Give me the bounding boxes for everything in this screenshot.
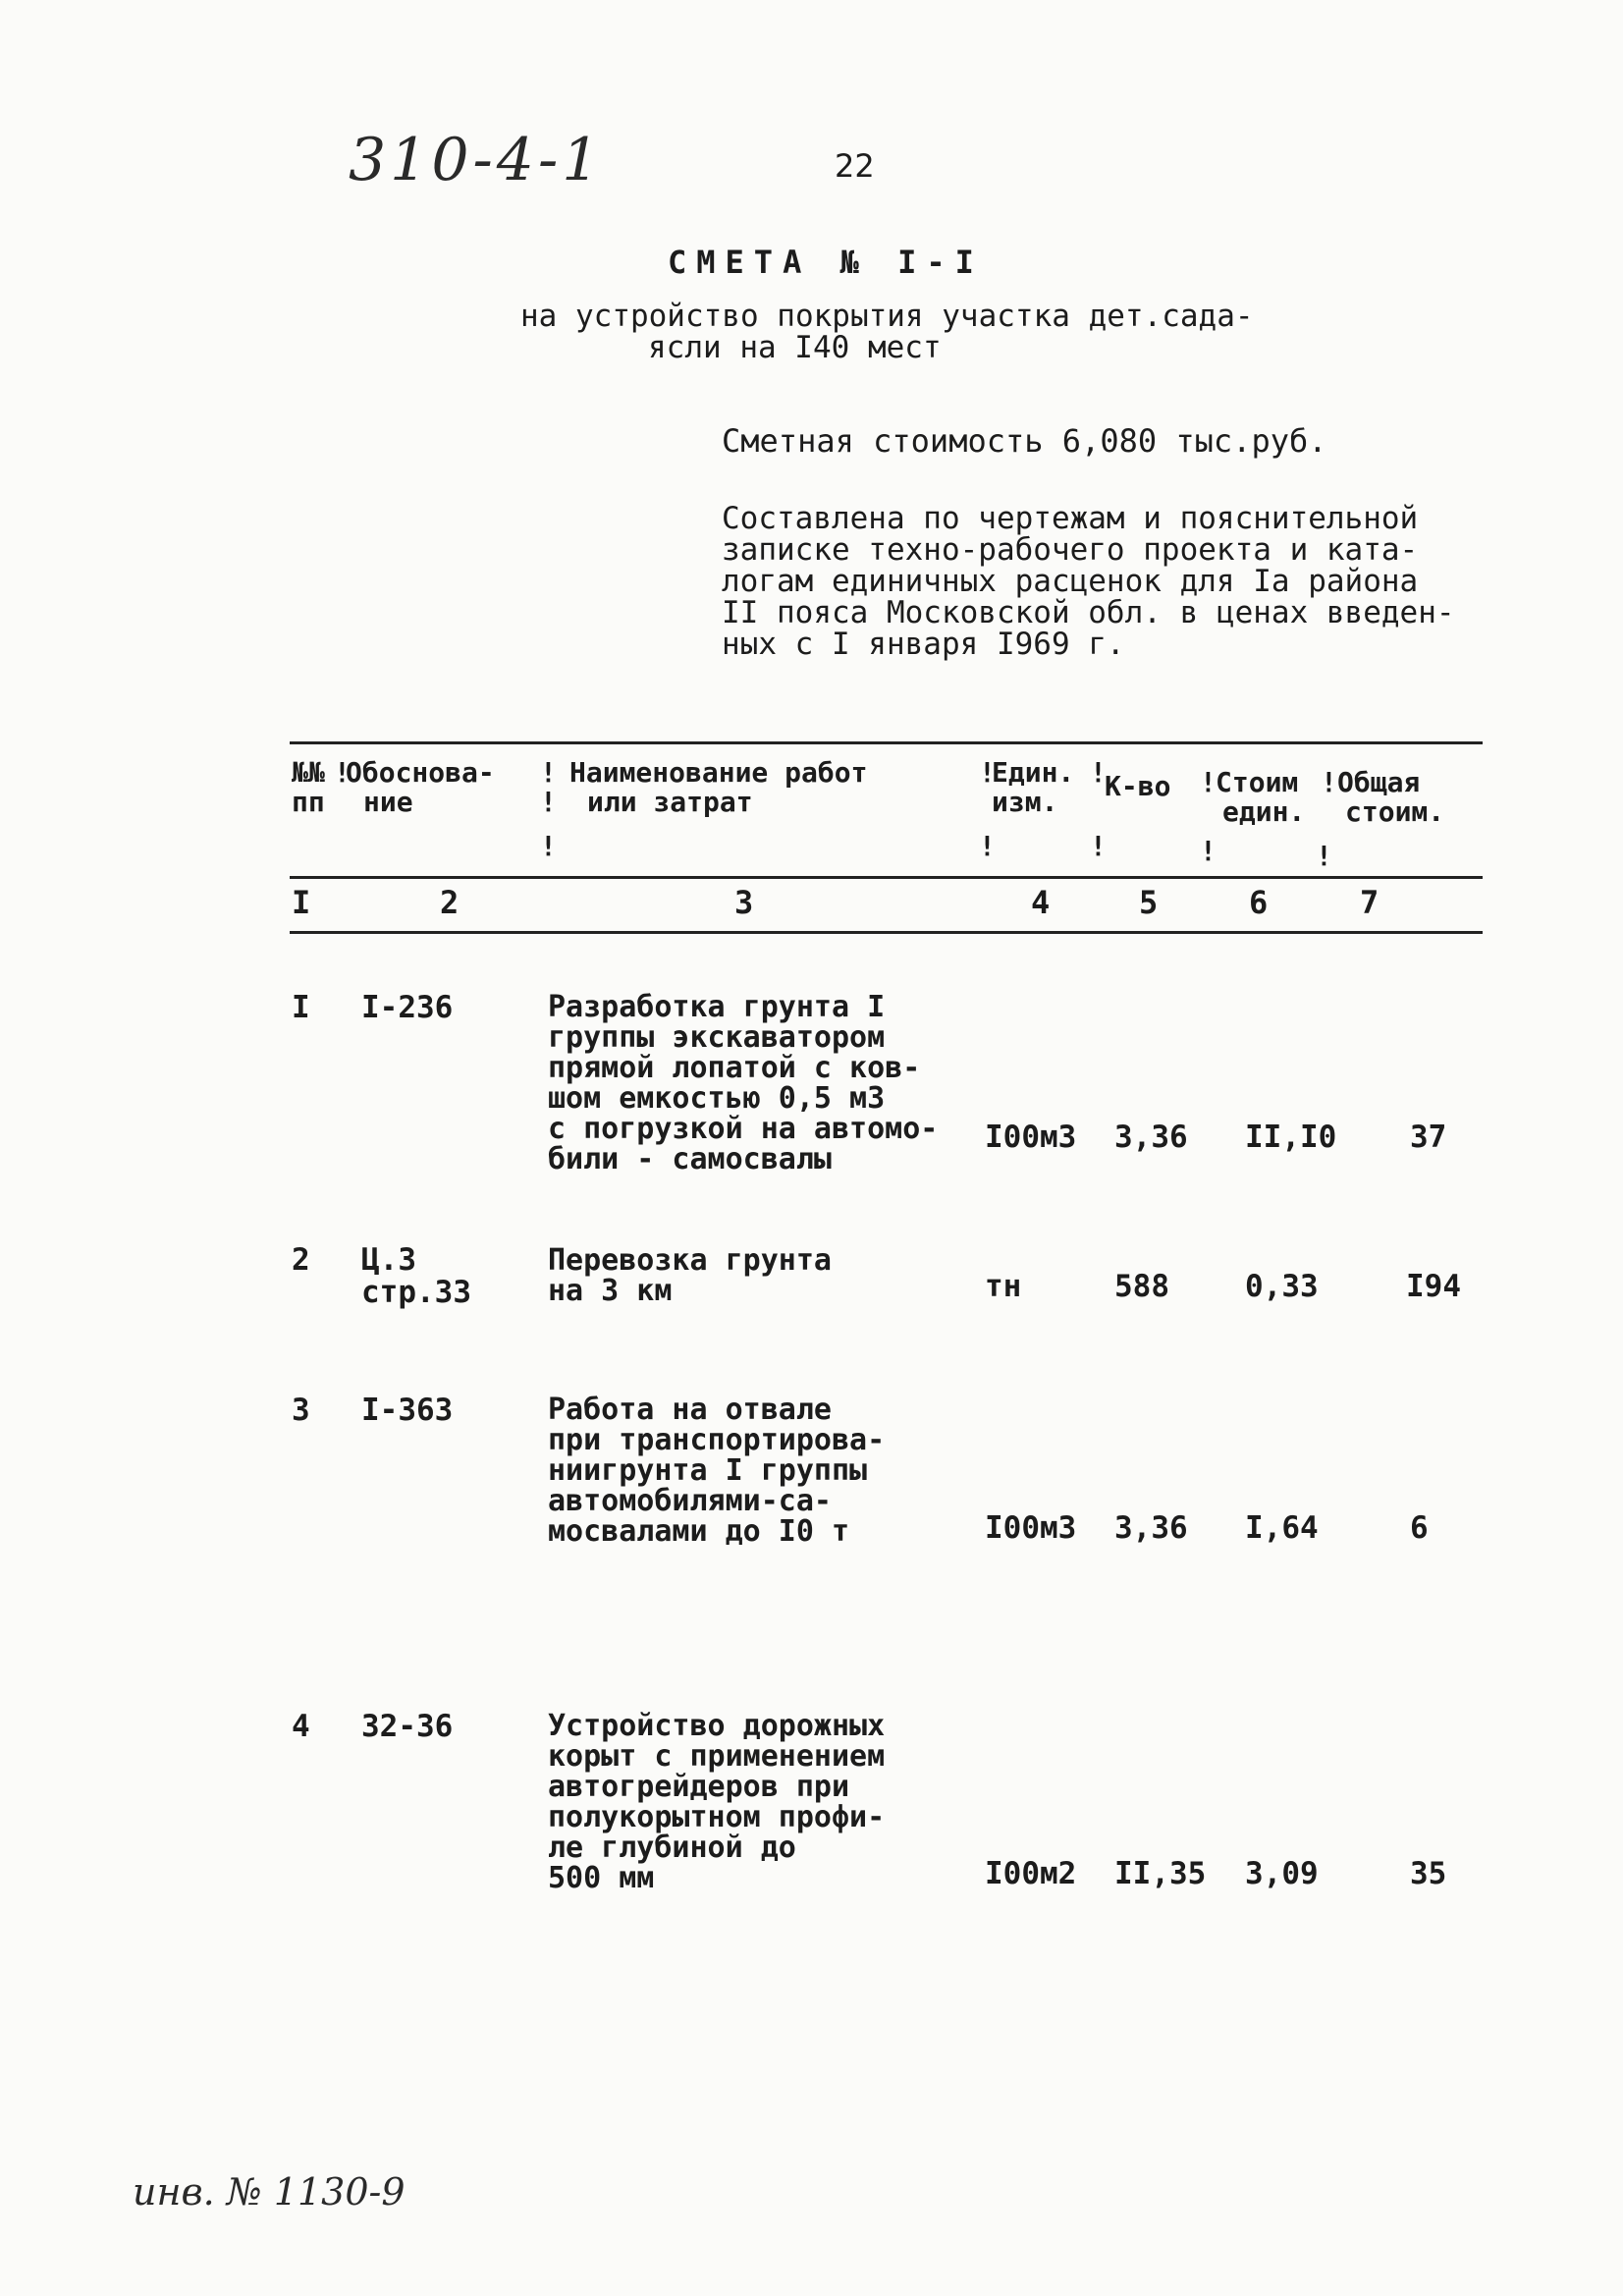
table-column-numbers-rule	[290, 931, 1483, 934]
header-separator: !	[540, 786, 557, 818]
header-name-l2: или затрат	[587, 786, 753, 818]
note-line-3: логам единичных расценок для Iа района	[722, 564, 1419, 599]
row-unit: тн	[985, 1269, 1022, 1304]
row-quantity: 3,36	[1114, 1510, 1188, 1546]
header-total-l2: стоим.	[1345, 795, 1445, 828]
row-unit-cost: 3,09	[1245, 1856, 1319, 1891]
note-line-4: II пояса Московской обл. в ценах введен-	[722, 595, 1455, 630]
header-separator: !	[1090, 756, 1107, 789]
subtitle-line-1: на устройство покрытия участка дет.сада-	[520, 299, 1254, 334]
note-line-5: ных с I января I969 г.	[722, 627, 1125, 662]
header-unit-l2: изм.	[992, 786, 1058, 818]
row-total: 35	[1410, 1856, 1447, 1891]
row-basis: I-363	[361, 1393, 454, 1428]
row-unit: I00м2	[985, 1856, 1077, 1891]
estimated-cost: Сметная стоимость 6,080 тыс.руб.	[722, 422, 1327, 460]
note-line-1: Составлена по чертежам и пояснительной	[722, 501, 1419, 536]
row-description: Работа на отвале при транспортирова- ниигрунта I группы автомобилями-са- мосвалами до I0 т	[548, 1393, 886, 1549]
header-separator: !	[1200, 835, 1217, 867]
header-separator: !	[540, 830, 557, 862]
column-number: I	[292, 884, 311, 921]
row-total: I94	[1406, 1269, 1461, 1304]
row-number: 2	[292, 1242, 310, 1278]
page-number: 22	[835, 147, 875, 185]
row-basis: Ц.3	[361, 1242, 416, 1278]
row-number: 4	[292, 1709, 310, 1744]
row-quantity: 3,36	[1114, 1120, 1188, 1155]
row-number: 3	[292, 1393, 310, 1428]
row-unit-cost: I,64	[1245, 1510, 1319, 1546]
document-title: СМЕТА № I-I	[668, 244, 984, 281]
header-num-l2: пп	[292, 786, 325, 818]
column-number: 3	[734, 884, 754, 921]
row-description: Разработка грунта I группы экскаватором прямой лопатой с ков- шом емкостью 0,5 м3 с погрузкой на автомо- били - самосвалы	[548, 990, 939, 1176]
column-number: 6	[1249, 884, 1269, 921]
header-separator: !	[1200, 766, 1217, 798]
header-separator: !	[540, 756, 557, 789]
column-number: 5	[1139, 884, 1159, 921]
row-number: I	[292, 990, 310, 1025]
document-code: 310-4-1	[349, 126, 604, 194]
header-separator: !	[1090, 830, 1107, 862]
header-basis-l1: Обоснова-	[346, 756, 495, 789]
row-unit: I00м3	[985, 1120, 1077, 1155]
table-header-rule	[290, 876, 1483, 879]
header-separator: !	[979, 756, 996, 789]
row-basis-line-2: стр.33	[361, 1275, 471, 1310]
header-separator: !	[1316, 840, 1332, 872]
header-num-l1: №№	[292, 756, 325, 789]
row-description: Устройство дорожных корыт с применением автогрейдеров при полукорытном профи- ле глубиной до 500 мм	[548, 1709, 886, 1895]
row-total: 6	[1410, 1510, 1429, 1546]
header-qty: К-во	[1105, 770, 1171, 802]
row-basis: I-236	[361, 990, 454, 1025]
header-unit-cost-l2: един.	[1222, 795, 1306, 828]
row-basis: 32-36	[361, 1709, 454, 1744]
column-number: 4	[1031, 884, 1051, 921]
header-separator: !	[334, 756, 351, 789]
row-quantity: 588	[1114, 1269, 1169, 1304]
header-total-l1: Общая	[1337, 766, 1421, 798]
row-unit: I00м3	[985, 1510, 1077, 1546]
column-number: 7	[1360, 884, 1380, 921]
table-top-rule	[290, 741, 1483, 744]
row-unit-cost: II,I0	[1245, 1120, 1337, 1155]
row-unit-cost: 0,33	[1245, 1269, 1319, 1304]
header-separator: !	[979, 830, 996, 862]
row-quantity: II,35	[1114, 1856, 1207, 1891]
subtitle-line-2: ясли на I40 мест	[648, 330, 942, 365]
header-basis-l2: ние	[363, 786, 413, 818]
header-name-l1: Наименование работ	[569, 756, 868, 789]
header-unit-l1: Един.	[992, 756, 1075, 789]
header-separator: !	[1321, 766, 1337, 798]
note-line-2: записке техно-рабочего проекта и ката-	[722, 532, 1419, 568]
row-description: Перевозка грунта на 3 км	[548, 1243, 832, 1308]
column-number: 2	[440, 884, 460, 921]
inventory-number: инв. № 1130-9	[133, 2170, 406, 2214]
row-total: 37	[1410, 1120, 1447, 1155]
header-unit-cost-l1: Стоим	[1216, 766, 1299, 798]
